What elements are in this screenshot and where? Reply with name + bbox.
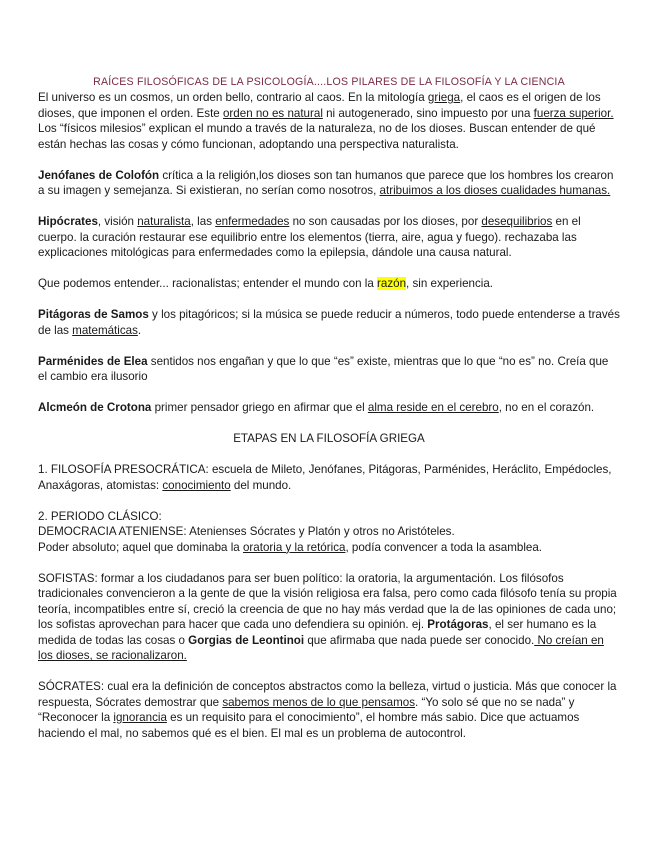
text: en el cuerpo. la curación restaurar ese equilibrio entre los elementos (tierra, aire, agua y fuego). rechazaba las explicaciones mitológicas para enfermedades como la epilepsia, dándole una causa natural. [38,215,581,259]
text: SÓCRATES: cual era la definición de conceptos abstractos como la belleza, virtud o justicia. Más que conocer la respuesta, Sócrates demostrar que [38,680,617,709]
text: , visión [97,215,138,228]
razon-paragraph [38,276,620,292]
parmenides-paragraph [38,354,620,385]
underlined-text: ignorancia [113,711,167,724]
clasico-heading: 2. PERIODO CLÁSICO: [38,509,162,523]
democracia-line: DEMOCRACIA ATENIENSE: Atenienses Sócrates y Platón y otros no Aristóteles. [38,525,455,538]
text: del mundo. [230,478,292,492]
underlined-text: sabemos menos de lo que pensamos [222,695,416,709]
underlined-text: enfermedades [215,215,290,228]
intro-paragraph [38,90,620,152]
text: , podía convencer a toda la asamblea. [345,540,543,554]
text: , el caos es el origen de los dioses, que imponen el orden. Este [38,91,601,120]
underlined-text: desequilibrios [481,215,553,228]
underlined-text: conocimiento [162,478,231,492]
text: El universo es un cosmos, un orden bello, contrario al caos. En la mitología [38,91,428,104]
underlined-text: No creían en los dioses, se racionalizaron. [38,633,604,662]
underlined-text: fuerza superior. [533,106,614,120]
text: Poder absoluto; aquel que dominaba la [38,540,243,554]
underlined-text: naturalista [137,215,191,228]
bold-name: Jenófanes de Colofón [38,168,160,182]
text: , sin experiencia. [406,277,494,290]
text: crítica a la religión,los dioses son tan humanos que parece que los hombres los crearon a su imagen y semejanza. Si existieran, no serían como nosotros, [38,168,614,197]
bold-name: Gorgias de Leontinoi [188,633,305,647]
jenofanes-paragraph [38,168,620,199]
text: que afirmaba que nada puede ser conocido. [304,633,535,647]
sofistas-paragraph [38,571,620,664]
text: y los pitagóricos; si la música se puede reducir a números, todo puede entenderse a través de las [38,308,620,337]
text: 1. FILOSOFÍA PRESOCRÁTICA: escuela de Mileto, Jenófanes, Pitágoras, Parménides, Heráclito, Empédocles, Anaxágoras, atomistas: [38,463,612,492]
text: , las [190,215,216,228]
bold-name: Protágoras [427,618,489,631]
text: no son causadas por los dioses, por [289,215,482,228]
bold-name: Hipócrates [38,215,98,228]
text: . [137,323,142,337]
text: ni autogenerado, sino impuesto por una [322,106,534,120]
text: . “Yo solo sé que no se nada” y “Reconocer la [38,695,575,724]
alcmeon-paragraph [38,400,620,416]
hipocrates-paragraph [38,214,620,261]
etapas-heading: ETAPAS EN LA FILOSOFÍA GRIEGA [233,432,425,445]
pitagoras-paragraph [38,307,620,338]
bold-name: Parménides de Elea [38,354,148,368]
highlighted-text: razón [377,277,407,290]
underlined-text: oratoria y la retórica [242,540,346,554]
underlined-text: alma reside en el cerebro [367,401,499,414]
text: primer pensador griego en afirmar que el [151,401,368,414]
underlined-text: griega [427,91,461,104]
underlined-text: atribuimos a los dioses cualidades humanas. [379,184,611,197]
poder-line [38,540,620,556]
text: , no en el corazón. [498,401,595,414]
text: , el ser humano es la medida de todas las cosas o [38,618,597,647]
text: Los “físicos milesios” explican el mundo a través de la naturaleza, no de los dioses. Buscan entender de qué están hechas las cosas y cómo funcionan, adoptando una perspectiva naturalista. [38,122,596,151]
document-title: RAÍCES FILOSÓFICAS DE LA PSICOLOGÍA....LOS PILARES DE LA FILOSOFÍA Y LA CIENCIA [93,76,565,88]
text: es un requisito para el conocimiento”, el hombre más sabio. Dice que actuamos haciendo el mal, no sabemos qué es el bien. El mal es un problema de autocontrol. [38,711,580,740]
text: sentidos nos engañan y que lo que “es” existe, mientras que lo que “no es” no. Creía que el cambio era ilusorio [38,354,609,383]
text: Que podemos entender... racionalistas; entender el mundo con la [38,277,378,290]
text: SOFISTAS: formar a los ciudadanos para ser buen político: la oratoria, la argumentación. Los filósofos tradicionales convencieron a la gente de que la visión religiosa era falsa, pero como cada filósofo tenía su propia teoría, incompatibles entre sí, creció la creencia de que no hay más verdad que la de las opiniones de cada uno; los sofistas aprovechan para hacer que cada uno defendiera su opinión. ej. [38,571,617,631]
socrates-paragraph [38,679,620,741]
underlined-text: orden no es natural [222,106,323,120]
presocratica-paragraph [38,462,620,493]
underlined-text: matemáticas [72,323,138,337]
bold-name: Pitágoras de Samos [38,308,149,321]
document-page [38,75,620,741]
bold-name: Alcmeón de Crotona [38,401,152,414]
